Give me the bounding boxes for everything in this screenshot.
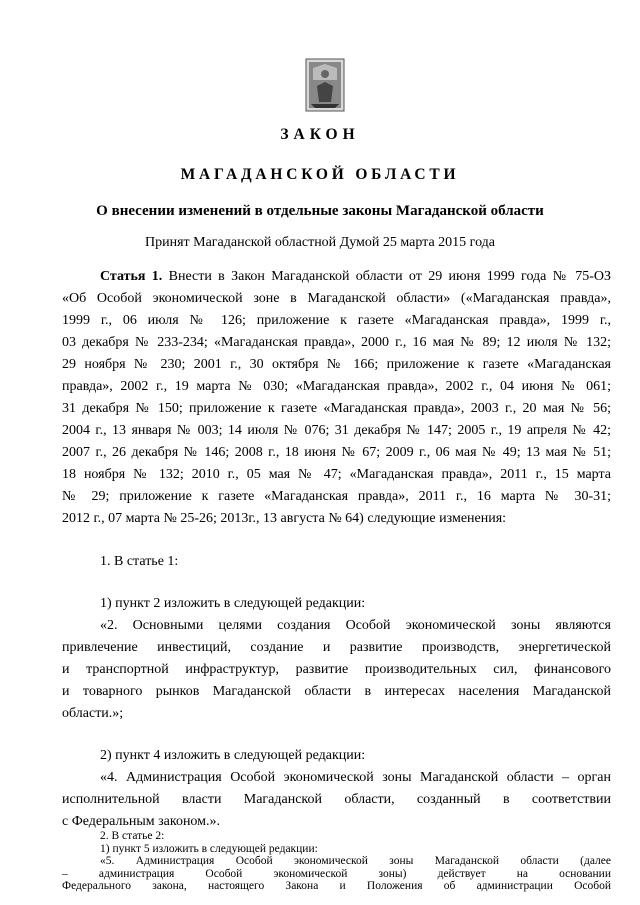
article1-first-line: Статья 1. Внести в Закон Магаданской области от 29 июня 1999 года № 75-ОЗ <box>100 269 612 284</box>
section1-heading: 1. В статье 1: <box>100 554 179 569</box>
section2-item1-intro: 1) пункт 5 изложить в следующей редакции: <box>100 842 318 855</box>
section1-item1-line: и товарного рынков Магаданской области в интересах населения Магаданской <box>62 684 611 699</box>
region-title: МАГАДАНСКОЙ ОБЛАСТИ <box>180 166 460 183</box>
section1-item1-line: привлечение инвестиций, создание и развитие производств, энергетической <box>62 640 611 655</box>
section1-item2-line: исполнительной власти Магаданской области, созданный в соответствии <box>62 792 611 807</box>
adoption-note: Принят Магаданской областной Думой 25 марта 2015 года <box>144 235 496 250</box>
article1-line: 2012 г., 07 марта № 25-26; 2013г., 13 августа № 64) следующие изменения: <box>62 511 507 526</box>
section1-item1-line: области.»; <box>62 706 124 721</box>
section1-item2-intro: 2) пункт 4 изложить в следующей редакции: <box>100 748 366 763</box>
section1-item1-intro: 1) пункт 2 изложить в следующей редакции: <box>100 596 366 611</box>
section1-item2-line: «4. Администрация Особой экономической зоны Магаданской области – орган <box>100 770 611 785</box>
article1-line: 29 ноября № 230; 2001 г., 30 октября № 166; приложение к газете «Магаданская <box>62 357 611 372</box>
section2-item1-line: «5. Администрация Особой экономической зоны Магаданской области (далее <box>100 855 611 868</box>
article1-line: № 29; приложение к газете «Магаданская правда», 2011 г., 16 марта № 30-31; <box>62 489 611 504</box>
section2-item1-line: – администрация Особой экономической зоны) действует на основании <box>62 867 611 880</box>
section2-heading: 2. В статье 2: <box>100 830 165 842</box>
law-title: ЗАКОН <box>280 126 360 143</box>
coat-of-arms-icon <box>305 58 345 112</box>
section1-item1-line: и транспортной инфраструктур, развитие производительных сил, финансового <box>62 662 611 677</box>
article1-label: Статья 1. <box>100 269 163 284</box>
article1-line: 18 ноября № 132; 2010 г., 05 мая № 47; «Магаданская правда», 2011 г., 15 марта <box>62 467 611 482</box>
article1-line: «Об Особой экономической зоне в Магаданской области» («Магаданская правда», <box>62 291 611 306</box>
article1-line: 2004 г., 13 января № 003; 14 июля № 076; 31 декабря № 147; 2005 г., 19 апреля № 42; <box>62 423 611 438</box>
article1-line: 03 декабря № 233-234; «Магаданская правда», 2000 г., 16 мая № 89; 12 июля № 132; <box>62 335 611 350</box>
article1-line: 31 декабря № 150; приложение к газете «Магаданская правда», 2003 г., 20 мая № 56; <box>62 401 611 416</box>
article1-line: правда», 2002 г., 19 марта № 030; «Магаданская правда», 2002 г., 04 июня № 061; <box>62 379 611 394</box>
article1-line: 1999 г., 06 июля № 126; приложение к газете «Магаданская правда», 1999 г., <box>62 313 611 328</box>
section1-item1-line: «2. Основными целями создания Особой экономической зоны являются <box>100 618 611 633</box>
section2-item1-line: Федерального закона, настоящего Закона и Положения об администрации Особой <box>62 880 611 893</box>
article1-line: 2007 г., 26 декабря № 146; 2008 г., 18 июня № 67; 2009 г., 06 мая № 49; 13 мая № 51; <box>62 445 611 460</box>
law-subject-title: О внесении изменений в отдельные законы Магаданской области <box>96 203 544 219</box>
section1-item2-line: с Федеральным законом.». <box>62 814 221 829</box>
